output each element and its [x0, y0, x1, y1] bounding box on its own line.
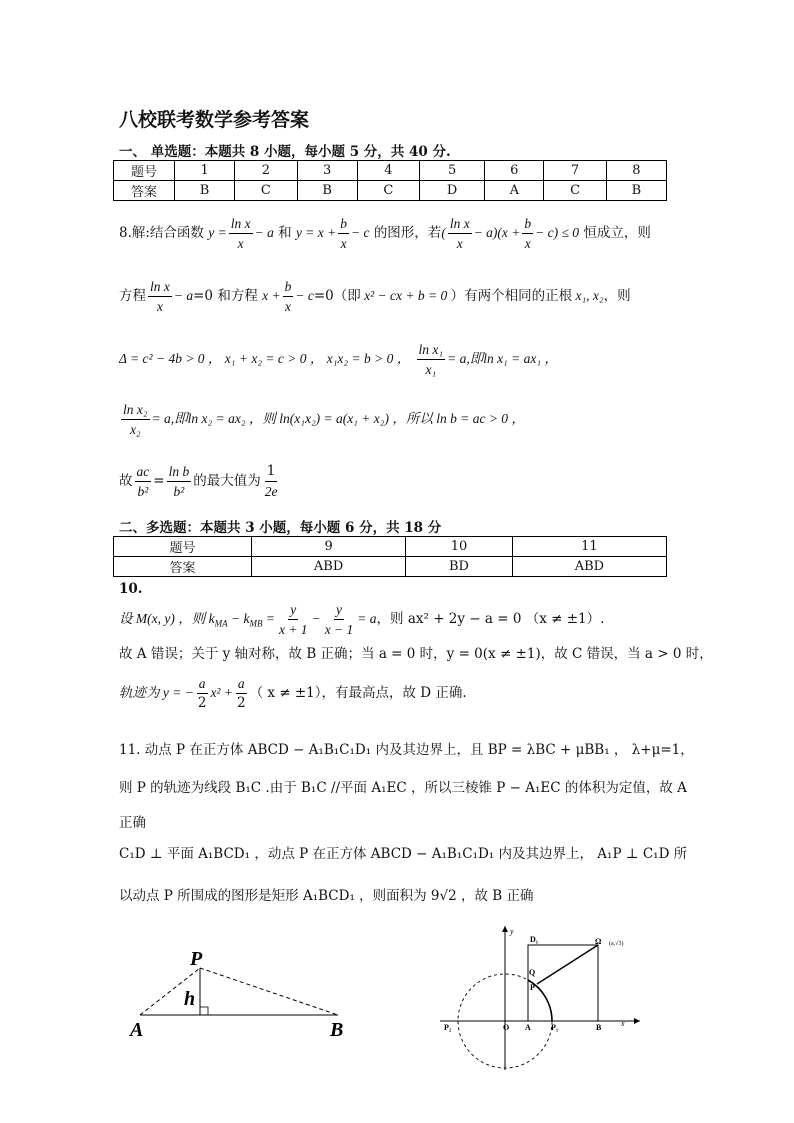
table-cell: C	[544, 181, 606, 201]
q11-line5: 以动点 P 所围成的图形是矩形 A₁BCD₁ ，则面积为 9√2 ，故 B 正确	[119, 888, 534, 904]
table-cell: BD	[406, 557, 513, 577]
table-cell: 4	[357, 161, 419, 181]
q8-line3: Δ = c² − 4b > 0 ， x₁ + x₂ = c > 0 ， x₁x₂ = b > 0 ， $\frac{\text{ln x₁}}{\text{x₁}}$ = a,即ln x₁ = ax₁ ，	[119, 342, 558, 377]
table-cell: 1	[175, 161, 235, 181]
table-cell: D	[420, 181, 485, 201]
x-axis-arrow-icon	[634, 1018, 640, 1024]
label-coord: (a,√3)	[609, 941, 624, 947]
q11-line2: 则 P 的轨迹为线段 B₁C .由于 B₁C //平面 A₁EC ，所以三棱锥 P − A₁EC 的体积为定值，故 A	[119, 780, 687, 796]
label-x: x	[621, 1019, 625, 1028]
dashed-side-pb	[200, 968, 338, 1015]
table-cell: 题号	[114, 537, 252, 557]
answer-table-2	[113, 536, 667, 577]
label-d1: D₁	[530, 935, 539, 944]
answer-table-1	[113, 160, 667, 201]
table-cell: A	[485, 181, 544, 201]
segment-p-omega	[537, 945, 598, 984]
table-cell: 8	[606, 161, 666, 181]
q11-line3: 正确	[119, 815, 146, 831]
label-a: A	[130, 1019, 144, 1041]
label-o: O	[503, 1023, 510, 1032]
label-h: h	[184, 988, 196, 1010]
table-row	[114, 557, 667, 577]
right-angle-mark	[200, 1007, 208, 1015]
label-omega: Ω	[595, 937, 602, 946]
label-p1: P₁	[551, 1023, 559, 1032]
q8-line4: $\frac{\text{ln x₂}}{\text{x₂}}$ = a,即ln x₂ = ax₂ ，则 ln(x₁x₂) = a(x₁ + x₂) ，所以 ln b = ac > 0 ，	[123, 402, 525, 437]
q10-line1: 设 M(x, y) ，则 $k_{MA} - k_{MB}$ = $\frac{y}{x + 1}$ − $\frac{y}{x - 1}$ = a，则 ax² + 2y − a = 0 （x ≠ ±1）.	[119, 602, 605, 637]
triangle-figure	[120, 940, 360, 1050]
section1-heading: 一、 单选题：本题共 8 小题，每小题 5 分，共 40 分.	[119, 144, 451, 160]
table-cell: 9	[252, 537, 406, 557]
table-cell: 2	[235, 161, 297, 181]
table-row	[114, 161, 667, 181]
y-axis-arrow-icon	[502, 926, 508, 932]
q8-line2: 方程 $\frac{\text{ln x}}{x}$ − a=0 和方程 x + $\frac{b}{x}$ − c=0（即 x² − cx + b = 0 ）有两个相同的正根 x₁, x₂，则	[119, 279, 631, 314]
label-b: B	[596, 1023, 602, 1032]
table-cell: B	[175, 181, 235, 201]
table-cell: B	[606, 181, 666, 201]
table-cell: 6	[485, 161, 544, 181]
table-cell: B	[297, 181, 357, 201]
label-b: B	[330, 1019, 344, 1041]
label-a: A	[525, 1023, 531, 1032]
coordinate-figure	[435, 920, 655, 1080]
q10-line3: 轨迹为 y = − $\frac{a}{2}$ x² + $\frac{a}{2}$ （ x ≠ ±1），有最高点，故 D 正确.	[119, 676, 467, 711]
label-p: P	[530, 983, 535, 992]
section2-heading: 二、多选题：本题共 3 小题，每小题 6 分，共 18 分	[119, 520, 442, 536]
table-row	[114, 181, 667, 201]
table-cell: 5	[420, 161, 485, 181]
table-cell: C	[357, 181, 419, 201]
table-cell: 答案	[114, 557, 252, 577]
q11-line4: C₁D ⊥ 平面 A₁BCD₁ ，动点 P 在正方体 ABCD − A₁B₁C₁D₁ 内及其边界上， A₁P ⊥ C₁D 所	[119, 846, 688, 862]
table-row	[114, 537, 667, 557]
label-p: P	[190, 948, 203, 970]
table-cell: C	[235, 181, 297, 201]
table-cell: 答案	[114, 181, 175, 201]
q10-number: 10.	[119, 581, 143, 597]
table-cell: ABD	[512, 557, 666, 577]
table-cell: 题号	[114, 161, 175, 181]
label-y: y	[510, 927, 514, 936]
q11-line1: 11. 动点 P 在正方体 ABCD − A₁B₁C₁D₁ 内及其边界上，且 BP = λBC + μBB₁ ， λ+μ=1，	[119, 742, 694, 758]
q10-line2: 故 A 错误；关于 y 轴对称，故 B 正确；当 a = 0 时，y = 0(x ≠ ±1)，故 C 错误，当 a > 0 时，	[119, 646, 713, 662]
page-title: 八校联考数学参考答案	[119, 109, 310, 131]
table-cell: 7	[544, 161, 606, 181]
label-q: Q	[529, 968, 536, 977]
table-cell: 11	[512, 537, 666, 557]
q8-line5: 故 $\frac{ac}{\text{b²}}$ = $\frac{\text{ln b}}{\text{b²}}$ 的最大值为 $\frac{1}{2e}$	[119, 463, 278, 499]
table-cell: ABD	[252, 557, 406, 577]
q8-line1: 8.解:结合函数 y = $\frac{\text{ln x}}{x}$ − a 和 y = x + $\frac{b}{x}$ − c 的图形，若( $\frac{\text{ln x}}{x}$ − a)(x + $\frac{b}{x}$ − c) ≤ 0 恒成立，则	[119, 216, 651, 251]
table-cell: 10	[406, 537, 513, 557]
table-cell: 3	[297, 161, 357, 181]
label-p2: P₂	[444, 1023, 452, 1032]
